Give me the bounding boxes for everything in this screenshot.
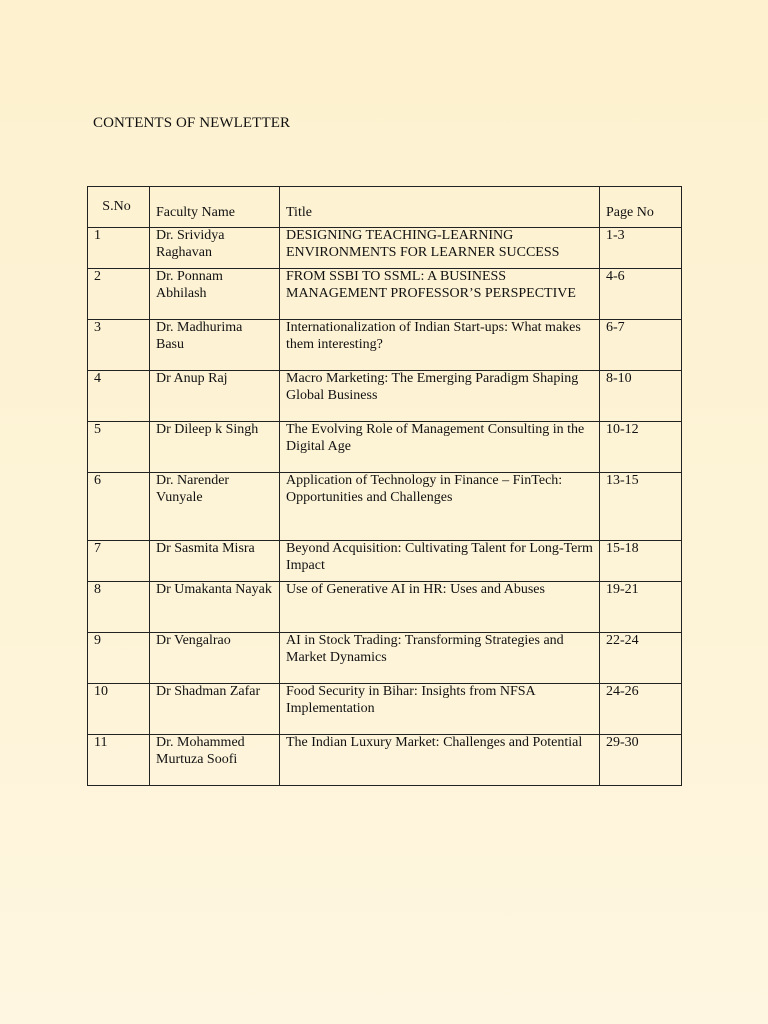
- row-page-no: 6-7: [600, 320, 682, 371]
- table-row: [88, 582, 682, 633]
- header-faculty-name: Faculty Name: [150, 187, 280, 228]
- row-sno: 4: [88, 371, 150, 422]
- row-page-no: 15-18: [600, 541, 682, 582]
- row-faculty-name: Dr. Srividya Raghavan: [150, 228, 280, 269]
- row-faculty-name: Dr Sasmita Misra: [150, 541, 280, 582]
- row-faculty-name: Dr. Mohammed Murtuza Soofi: [150, 735, 280, 786]
- row-page-no: 24-26: [600, 684, 682, 735]
- row-title: AI in Stock Trading: Transforming Strategies and Market Dynamics: [280, 633, 600, 684]
- row-sno: 5: [88, 422, 150, 473]
- row-page-no: 22-24: [600, 633, 682, 684]
- row-faculty-name: Dr. Ponnam Abhilash: [150, 269, 280, 320]
- table-row: [88, 371, 682, 422]
- table-row: [88, 228, 682, 269]
- header-page-no: Page No: [600, 187, 682, 228]
- row-page-no: 29-30: [600, 735, 682, 786]
- row-sno: 3: [88, 320, 150, 371]
- table-row: [88, 633, 682, 684]
- row-faculty-name: Dr Vengalrao: [150, 633, 280, 684]
- table-row: [88, 684, 682, 735]
- row-page-no: 4-6: [600, 269, 682, 320]
- row-sno: 7: [88, 541, 150, 582]
- row-title: Internationalization of Indian Start-ups: What makes them interesting?: [280, 320, 600, 371]
- row-page-no: 10-12: [600, 422, 682, 473]
- row-title: Food Security in Bihar: Insights from NFSA Implementation: [280, 684, 600, 735]
- row-title: Beyond Acquisition: Cultivating Talent for Long-Term Impact: [280, 541, 600, 582]
- row-sno: 8: [88, 582, 150, 633]
- row-sno: 9: [88, 633, 150, 684]
- row-title: Application of Technology in Finance – FinTech: Opportunities and Challenges: [280, 473, 600, 541]
- row-title: The Indian Luxury Market: Challenges and Potential: [280, 735, 600, 786]
- row-sno: 6: [88, 473, 150, 541]
- row-title: DESIGNING TEACHING-LEARNING ENVIRONMENTS FOR LEARNER SUCCESS: [280, 228, 600, 269]
- row-sno: 11: [88, 735, 150, 786]
- row-sno: 1: [88, 228, 150, 269]
- table-row: [88, 735, 682, 786]
- row-title: FROM SSBI TO SSML: A BUSINESS MANAGEMENT PROFESSOR’S PERSPECTIVE: [280, 269, 600, 320]
- row-faculty-name: Dr Dileep k Singh: [150, 422, 280, 473]
- row-sno: 2: [88, 269, 150, 320]
- row-faculty-name: Dr. Narender Vunyale: [150, 473, 280, 541]
- header-sno: S.No: [88, 187, 150, 228]
- row-sno: 10: [88, 684, 150, 735]
- row-page-no: 13-15: [600, 473, 682, 541]
- table-row: [88, 269, 682, 320]
- row-faculty-name: Dr Anup Raj: [150, 371, 280, 422]
- table-row: [88, 541, 682, 582]
- table-row: [88, 320, 682, 371]
- row-title: Macro Marketing: The Emerging Paradigm Shaping Global Business: [280, 371, 600, 422]
- row-faculty-name: Dr Umakanta Nayak: [150, 582, 280, 633]
- table-row: [88, 473, 682, 541]
- row-page-no: 1-3: [600, 228, 682, 269]
- row-title: The Evolving Role of Management Consulting in the Digital Age: [280, 422, 600, 473]
- document-title: CONTENTS OF NEWLETTER: [93, 115, 291, 131]
- contents-table: [87, 186, 682, 786]
- header-title: Title: [280, 187, 600, 228]
- row-page-no: 19-21: [600, 582, 682, 633]
- row-faculty-name: Dr. Madhurima Basu: [150, 320, 280, 371]
- row-title: Use of Generative AI in HR: Uses and Abuses: [280, 582, 600, 633]
- row-faculty-name: Dr Shadman Zafar: [150, 684, 280, 735]
- table-row: [88, 422, 682, 473]
- row-page-no: 8-10: [600, 371, 682, 422]
- table-header-row: [88, 187, 682, 228]
